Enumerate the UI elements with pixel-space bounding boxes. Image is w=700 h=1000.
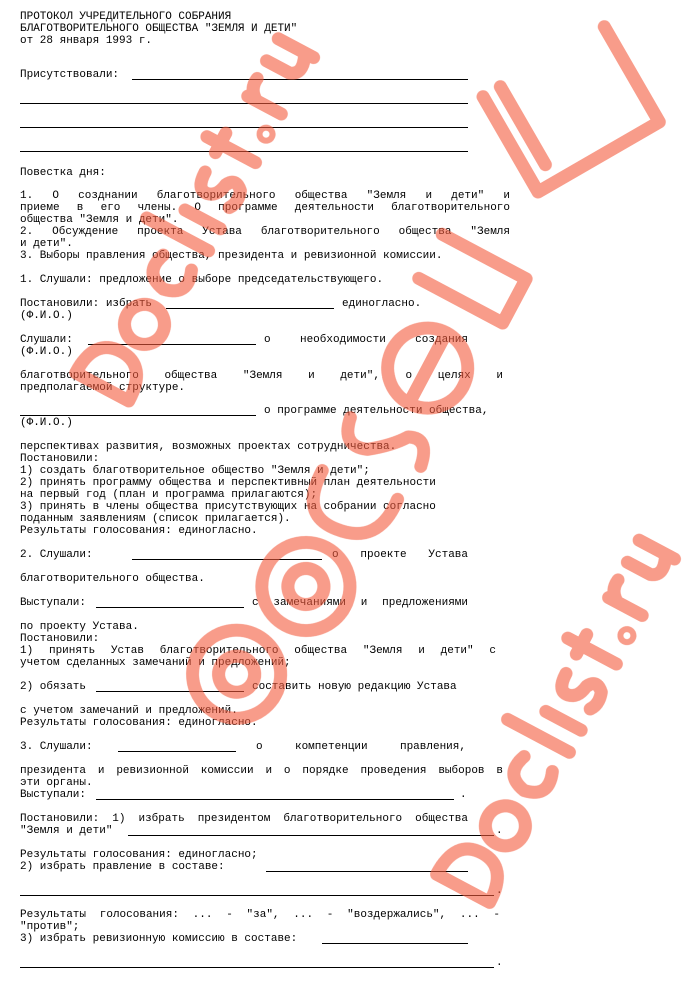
fio-caption-2: (Ф.И.О.) — [20, 346, 73, 358]
agenda-item-2a: 2. Обсуждение проекта Устава благотворительного общества "Земля — [20, 226, 510, 238]
president-name-blank — [128, 835, 494, 836]
program-speaker-blank — [20, 415, 256, 416]
decision-3a: 3) принять в члены общества присутствующих на собрании согласно — [20, 501, 436, 513]
item1-decided-unanimous: единогласно. — [342, 298, 422, 310]
spoke2-period: . — [460, 789, 467, 801]
editor-name-blank — [96, 691, 244, 692]
vote-result-4b: "против"; — [20, 921, 80, 933]
item1-heard: 1. Слушали: предложение о выборе председательствующего. — [20, 274, 384, 286]
decided3-line-b: "Земля и дети" — [20, 825, 113, 837]
heard2-continuation-a: благотворительного общества "Земля и дети", о целях и — [20, 370, 503, 382]
audit-blank-line-2 — [20, 967, 494, 968]
vote-result-1: Результаты голосования: единогласно. — [20, 525, 258, 537]
item2-heard-text: о проекте Устава — [332, 549, 468, 561]
heard2-label: Слушали: — [20, 334, 73, 346]
present-blank-line — [132, 79, 468, 80]
agenda-item-1b: приеме в его члены. О программе деятельности благотворительного — [20, 202, 510, 214]
perspectives-text: перспективах развития, возможных проектах сотрудничества. — [20, 441, 397, 453]
item2-heard-label: 2. Слушали: — [20, 549, 93, 561]
spoke-continuation: по проекту Устава. — [20, 621, 139, 633]
board-blank-line-2 — [20, 895, 494, 896]
spoke-label: Выступали: — [20, 597, 87, 609]
charter-decision-1b: учетом сделанных замечаний и предложений; — [20, 657, 291, 669]
audit-blank-line — [322, 943, 468, 944]
title-line-2: БЛАГОТВОРИТЕЛЬНОГО ОБЩЕСТВА "ЗЕМЛЯ И ДЕТИ" — [20, 23, 298, 35]
item3-speaker-blank — [118, 751, 236, 752]
decision-2a: 2) принять программу общества и перспективный план деятельности — [20, 477, 436, 489]
present-blank-line-4 — [20, 151, 468, 152]
date-line: от 28 января 1993 г. — [20, 35, 153, 47]
president-period: . — [496, 825, 503, 837]
title-line-1: ПРОТОКОЛ УЧРЕДИТЕЛЬНОГО СОБРАНИЯ — [20, 11, 232, 23]
agenda-item-1c: общества "Земля и дети". — [20, 214, 179, 226]
heard2-speaker-blank — [88, 344, 256, 345]
agenda-item-1a: 1. О созднании благотворительного общества "Земля и дети" и — [20, 190, 510, 202]
decided2-label: Постановили: — [20, 633, 100, 645]
vote-result-3: Результаты голосования: единогласно; — [20, 849, 258, 861]
charter-decision-2-continuation: с учетом замечаний и предложений. — [20, 705, 238, 717]
decision-2b: на первый год (план и программа прилагаются); — [20, 489, 318, 501]
item2-continuation: благотворительного общества. — [20, 573, 205, 585]
item2-speaker-blank — [132, 559, 322, 560]
heard2-text: о необходимости создания — [264, 334, 468, 346]
spoke-text: с замечаниями и предложениями — [252, 597, 468, 609]
program-text: о программе деятельности общества, — [264, 405, 489, 417]
spoke-speaker-blank — [96, 607, 244, 608]
item3-heard-text: о компетенции правления, — [256, 741, 466, 753]
decision-1: 1) создать благотворительное общество "Земля и дети"; — [20, 465, 370, 477]
decision-3b: поданным заявлениям (список прилагается). — [20, 513, 291, 525]
present-blank-line-2 — [20, 103, 468, 104]
present-blank-line-3 — [20, 127, 468, 128]
decided3-line-a: Постановили: 1) избрать президентом благотворительного общества — [20, 813, 468, 825]
agenda-item-2b: и дети". — [20, 238, 73, 250]
present-label: Присутствовали: — [20, 69, 120, 81]
fio-caption-3: (Ф.И.О.) — [20, 417, 73, 429]
board-blank-line — [266, 871, 468, 872]
vote-result-2: Результаты голосования: единогласно. — [20, 717, 258, 729]
item3-continuation-a: президента и ревизионной комиссии и о порядке проведения выборов в — [20, 765, 503, 777]
item3-heard-label: 3. Слушали: — [20, 741, 93, 753]
agenda-item-3: 3. Выборы правления общества, президента и ревизионной комиссии. — [20, 250, 443, 262]
chair-name-blank — [166, 308, 334, 309]
heard2-continuation-b: предполагаемой структуре. — [20, 382, 186, 394]
charter-decision-1a: 1) принять Устав благотворительного общества "Земля и дети" с — [20, 645, 496, 657]
agenda-title: Повестка дня: — [20, 167, 106, 179]
item1-decided-label: Постановили: избрать — [20, 298, 153, 310]
audit-period: . — [496, 957, 503, 969]
charter-decision-2-label: 2) обязать — [20, 681, 87, 693]
spoke2-speakers-blank — [96, 799, 454, 800]
audit-label: 3) избрать ревизионную комиссию в составе: — [20, 933, 298, 945]
fio-caption-1: (Ф.И.О.) — [20, 310, 73, 322]
decided-label: Постановили: — [20, 453, 100, 465]
spoke2-label: Выступали: — [20, 789, 87, 801]
vote-result-4a: Результаты голосования: ... - "за", ... - "воздержались", ... - — [20, 909, 500, 921]
board-period: . — [496, 885, 503, 897]
charter-decision-2-text: составить новую редакцию Устава — [252, 681, 457, 693]
board-label: 2) избрать правление в составе: — [20, 861, 225, 873]
item3-continuation-b: эти органы. — [20, 777, 93, 789]
